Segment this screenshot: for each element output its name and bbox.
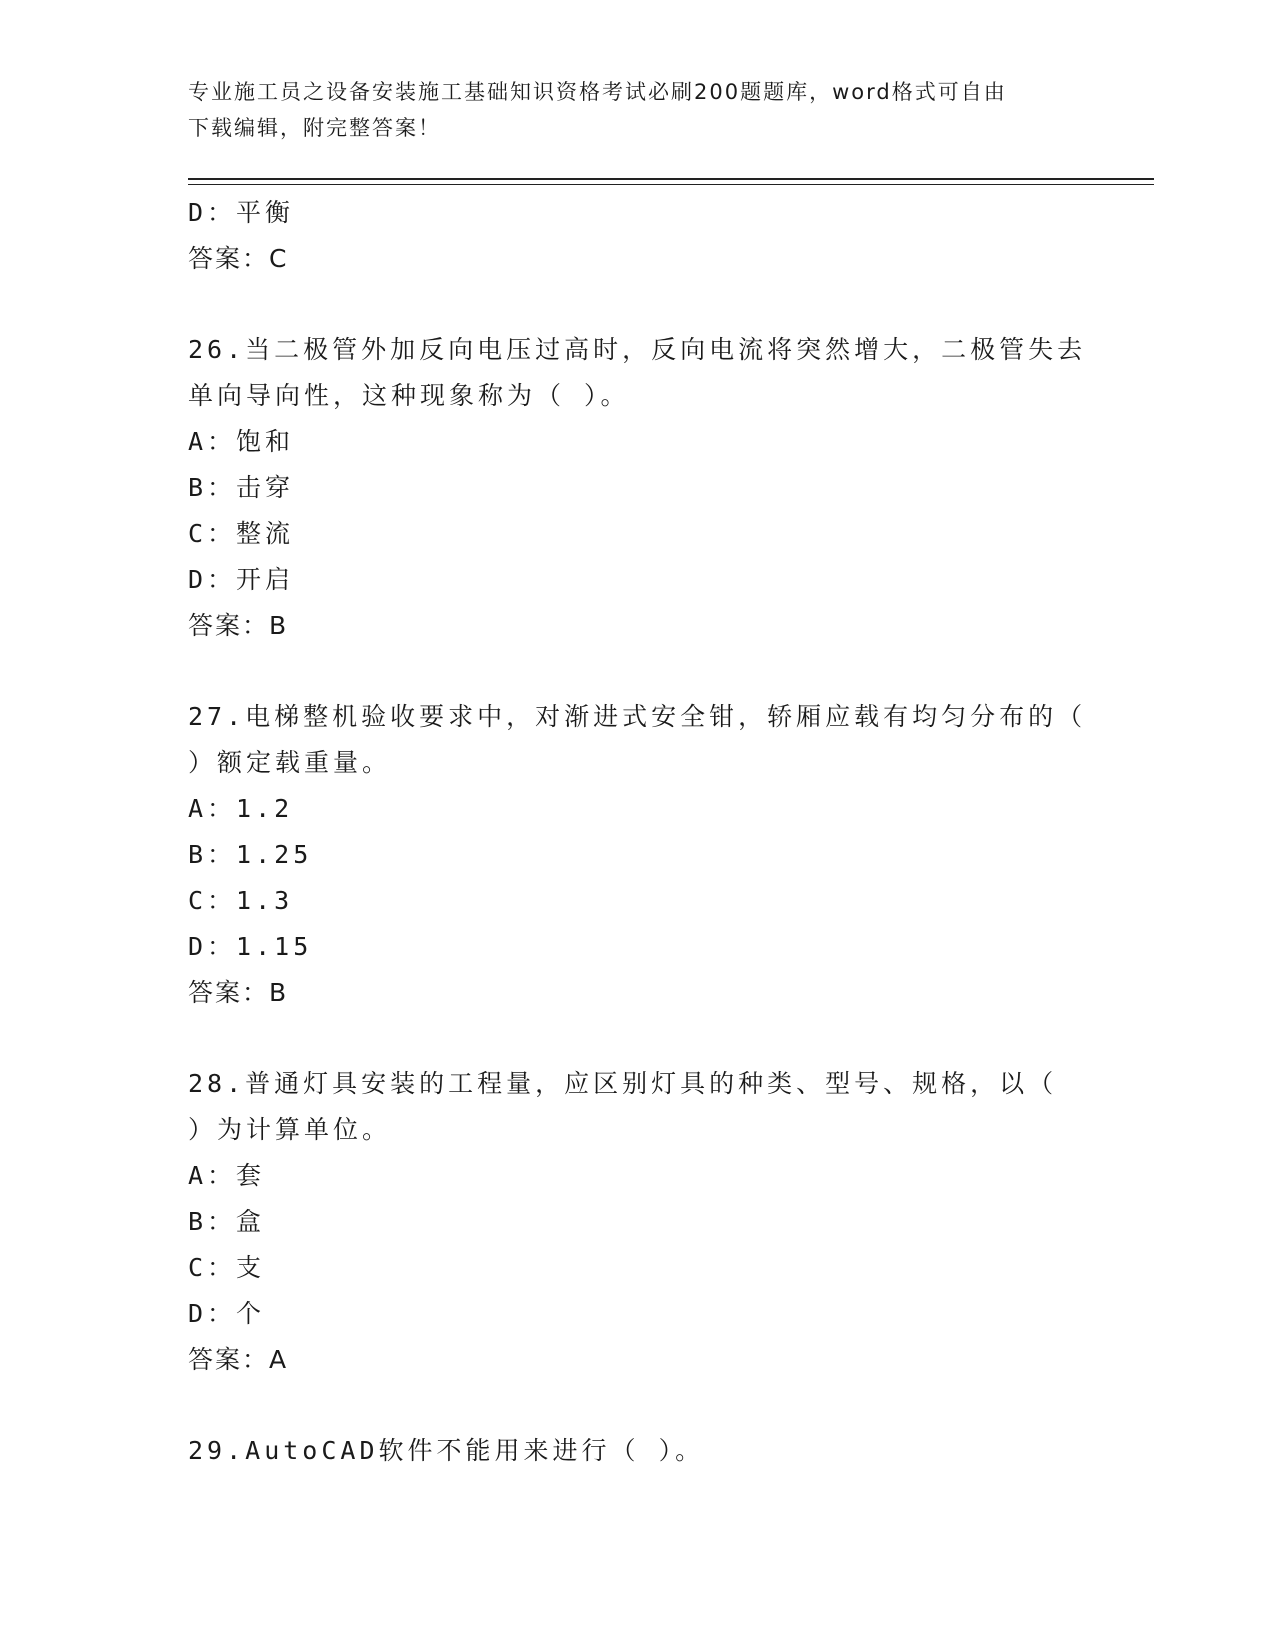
- option-d: D：1.15: [188, 932, 313, 961]
- option-d: D：个: [188, 1299, 266, 1328]
- option-d: D：开启: [188, 565, 295, 594]
- option-a: A：1.2: [188, 794, 294, 823]
- header-rule-thin: [188, 184, 1154, 185]
- document-header: [188, 74, 1088, 146]
- option-b: B：击穿: [188, 473, 295, 502]
- question-text-line-1: 27.电梯整机验收要求中，对渐进式安全钳，轿厢应载有均匀分布的（: [188, 702, 1087, 731]
- prev-option-d: D：平衡: [188, 198, 295, 227]
- option-c: C：整流: [188, 519, 295, 548]
- question-29: [188, 1428, 1088, 1474]
- header-line-2: 下载编辑，附完整答案！: [188, 116, 441, 140]
- question-text-line-1: 28.普通灯具安装的工程量，应区别灯具的种类、型号、规格，以（: [188, 1069, 1058, 1098]
- document-body: [188, 190, 1088, 1474]
- option-b: B：1.25: [188, 840, 313, 869]
- option-a: A：套: [188, 1161, 266, 1190]
- option-c: C：1.3: [188, 886, 294, 915]
- answer: 答案：B: [188, 611, 289, 640]
- option-c: C：支: [188, 1253, 266, 1282]
- question-26: [188, 327, 1088, 649]
- prev-answer: 答案：C: [188, 244, 289, 273]
- question-text-line-2: 单向导向性，这种现象称为（ ）。: [188, 381, 630, 410]
- question-text-line-1: 29.AutoCAD软件不能用来进行（ ）。: [188, 1436, 705, 1465]
- question-text-line-2: ）为计算单位。: [188, 1115, 392, 1144]
- question-28: [188, 1061, 1088, 1383]
- question-27: [188, 694, 1088, 1016]
- header-rule-thick: [188, 178, 1154, 180]
- answer: 答案：A: [188, 1345, 289, 1374]
- question-text-line-1: 26.当二极管外加反向电压过高时，反向电流将突然增大，二极管失去: [188, 335, 1087, 364]
- header-line-1: 专业施工员之设备安装施工基础知识资格考试必刷200题题库，word格式可自由: [188, 80, 1007, 104]
- question-text-line-2: ）额定载重量。: [188, 748, 392, 777]
- answer: 答案：B: [188, 978, 289, 1007]
- option-b: B：盒: [188, 1207, 266, 1236]
- option-a: A：饱和: [188, 427, 295, 456]
